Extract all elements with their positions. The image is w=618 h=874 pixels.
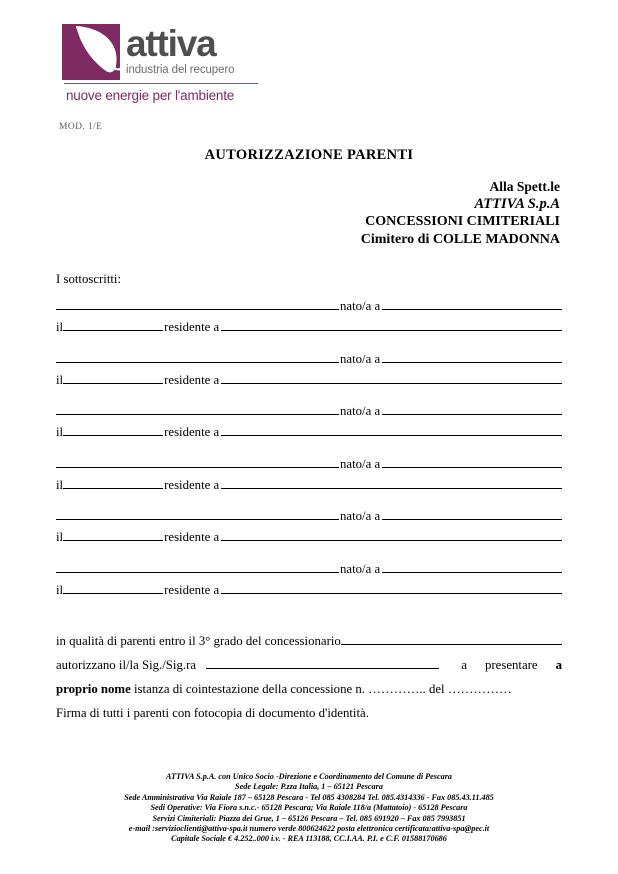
resident-in-label: residente a (164, 372, 220, 387)
signatory-name-row (56, 349, 562, 370)
resident-in-label: residente a (164, 425, 220, 439)
signatory-residence-row (56, 422, 562, 443)
born-in-label: nato/a a (340, 404, 381, 418)
residence-input[interactable] (221, 370, 562, 384)
signatory-residence-row (56, 580, 562, 601)
birthdate-label: il (56, 477, 64, 492)
born-in-label: nato/a a (340, 299, 381, 313)
resident-in-label: residente a (164, 582, 220, 597)
addressee-line-2: ATTIVA S.p.A (474, 195, 560, 212)
signatory-residence-row (56, 527, 562, 548)
signatory-name-input[interactable] (56, 349, 339, 363)
signatory-name-input[interactable] (56, 559, 339, 573)
birthdate-input[interactable] (63, 422, 163, 436)
brand-subtitle: industria del recupero (126, 64, 235, 76)
footer-line-5: Servizi Cimiteriali: Piazza dei Grue, 1 – 65126 Pescara – Tel. 085 691920 – Fax 085 7993851 (152, 813, 466, 823)
signature-note: Firma di tutti i parenti con fotocopia di documento d'identità. (56, 706, 369, 720)
birthdate-input[interactable] (63, 317, 163, 331)
born-in-label: nato/a a (340, 351, 381, 366)
birthdate-input[interactable] (63, 370, 163, 384)
addressee-line-1: Alla Spett.le (489, 179, 560, 194)
birthdate-input[interactable] (63, 475, 163, 489)
signatory-name-row (56, 559, 562, 580)
closing-paragraph-2 (56, 653, 562, 677)
birthdate-label: il (56, 530, 64, 544)
residence-input[interactable] (221, 422, 562, 436)
signatory-block (56, 454, 562, 507)
birthdate-input[interactable] (63, 580, 163, 594)
born-in-label: nato/a a (340, 561, 381, 576)
signatory-block (56, 401, 562, 454)
logo-wordmark (126, 24, 234, 77)
addressee-line-3: CONCESSIONI CIMITERIALI (365, 214, 560, 229)
relation-label: in qualità di parenti entro il 3° grado del concessionario (56, 634, 341, 648)
signatory-name-row (56, 401, 562, 422)
birthplace-input[interactable] (382, 559, 562, 573)
residence-input[interactable] (221, 527, 562, 541)
brand-name: attiva (126, 23, 216, 64)
signatory-residence-row (56, 475, 562, 496)
born-in-label: nato/a a (340, 456, 381, 471)
closing-paragraph-3 (56, 677, 562, 701)
addressee-line-4: Cimitero di COLLE MADONNA (360, 231, 560, 247)
authorize-label: autorizzano il/la Sig./Sig.ra (56, 658, 197, 672)
birthdate-label: il (56, 582, 64, 597)
brand-tagline: nuove energie per l'ambiente (66, 88, 235, 103)
signatory-name-input[interactable] (56, 401, 339, 415)
birthdate-label: il (56, 425, 64, 439)
closing-block (56, 629, 562, 701)
footer-line-4: Sedi Operative: Via Fiora s.n.c.- 65128 Pescara; Via Raiale 118/a (Mattatoio) - 65128 Pescara (150, 803, 468, 813)
birthplace-input[interactable] (382, 506, 562, 520)
letterhead (62, 24, 272, 104)
leaf-in-square-logo-icon (62, 24, 120, 80)
residence-input[interactable] (221, 475, 562, 489)
signatory-name-input[interactable] (56, 296, 339, 310)
form-code: MOD. 1/E (59, 122, 103, 132)
born-in-label: nato/a a (340, 509, 381, 523)
resident-in-label: residente a (164, 320, 220, 334)
intro-text: I sottoscritti: (56, 272, 122, 286)
footer-line-7: Capitale Sociale € 4.252..000 i.v. - REA 113188, CC.I.AA. P.I. e C.F. 01588170686 (171, 834, 447, 844)
authorized-person-input[interactable] (206, 655, 439, 669)
footer-line-6: e-mail :servizioclienti@attiva-spa.it numero verde 800624622 posta elettronica certificata:attiva-spa@pec.it (128, 824, 490, 834)
birthplace-input[interactable] (382, 349, 562, 363)
birthdate-input[interactable] (63, 527, 163, 541)
closing-suffix-b: a (555, 658, 562, 672)
istanza-label: istanza di cointestazione della concessione n. (133, 682, 365, 696)
signatory-block (56, 559, 562, 612)
signatory-name-row (56, 454, 562, 475)
residence-input[interactable] (221, 317, 562, 331)
signatory-name-input[interactable] (56, 454, 339, 468)
closing-paragraph-1 (56, 629, 562, 653)
concession-number-dots[interactable]: ………….. (368, 682, 426, 696)
signatory-name-input[interactable] (56, 506, 339, 520)
proprio-nome-label: proprio nome (56, 682, 131, 696)
resident-in-label: residente a (164, 477, 220, 492)
signatory-block (56, 506, 562, 559)
birthdate-label: il (56, 372, 64, 387)
signatory-block (56, 349, 562, 402)
footer-line-3: Sede Amministrativa Via Raiale 187 – 65128 Pescara - Tel 085 4308284 Tel. 085.4314336 - Fax 085.43.11.485 (124, 792, 494, 802)
signatory-residence-row (56, 317, 562, 338)
birthplace-input[interactable] (382, 401, 562, 415)
footer-line-2: Sede Legale: P.zza Italia, 1 – 65121 Pescara (235, 782, 383, 792)
signatories-form (56, 296, 562, 611)
closing-suffix-presentare: presentare (485, 658, 538, 672)
birthdate-label: il (56, 320, 64, 334)
signatory-residence-row (56, 370, 562, 391)
logo (62, 24, 272, 80)
footer-line-1: ATTIVA S.p.A. con Unico Socio -Direzione e Coordinamento del Comune di Pescara (166, 772, 452, 781)
concessionaire-input[interactable] (341, 631, 562, 645)
signatory-name-row (56, 506, 562, 527)
signatory-name-row (56, 296, 562, 317)
concession-date-dots[interactable]: …………… (447, 682, 512, 696)
signatory-block (56, 296, 562, 349)
footer-block (0, 772, 618, 845)
birthplace-input[interactable] (382, 296, 562, 310)
closing-suffix-a: a (461, 658, 468, 672)
residence-input[interactable] (221, 580, 562, 594)
birthplace-input[interactable] (382, 454, 562, 468)
del-label: del (428, 682, 445, 696)
addressee-block (361, 178, 560, 248)
resident-in-label: residente a (164, 530, 220, 544)
page-title: AUTORIZZAZIONE PARENTI (204, 147, 414, 163)
